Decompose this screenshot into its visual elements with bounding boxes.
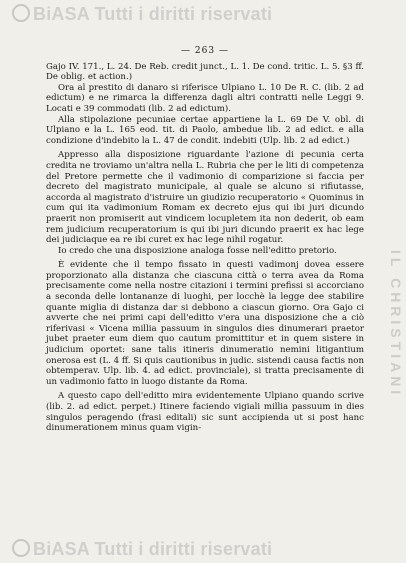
copyright-icon xyxy=(12,4,30,22)
document-text xyxy=(46,46,364,434)
paragraph-2: Ora al prestito di danaro si riferisce Ulpiano L. 10 De R. C. (lib. 2 ad edictum) e ne rimarca la differenza dagli altri contratti nelle Leggi 9. Locati e 39 commodati (lib. 2 ad edictum). xyxy=(46,82,364,114)
paragraph-5: Io credo che una disposizione analoga fosse nell'editto pretorio. xyxy=(58,245,337,256)
paragraph-7: A questo capo dell'editto mira evidentemente Ulpiano quando scrive (lib. 2. ad edict. perpet.) Itinere faciendo vigiali millia passuum in dies singulos peragendo (frasi editali) sic sunt accipienda ut si post hanc dinumerationem minus quam vigin- xyxy=(46,391,364,434)
paragraph-1: Gajo IV. 171., L. 24. De Reb. credit junct., L. 1. De cond. tritic. L. 5. §3 ff. De oblig. et action.) xyxy=(46,61,364,83)
side-stamp: IL CHRISTIANI xyxy=(388,250,404,399)
page-number: — 263 — xyxy=(181,46,229,56)
watermark-bottom: BiASA Tutti i diritti riservati xyxy=(12,539,272,560)
paragraph-6: È evidente che il tempo fissato in questi vadimonj dovea essere proporzionato alla distanza che ciascuna città o terra avea da Roma precisamente come nella nostre citazioni i termini prefissi si accorciano a seconda delle lontananze di luoghi, per locchè la legge dee stabilire quante miglia di distanza dar si debbono a ciascun giorno. Ora Gajo ci avverte che nei primi capi dell'editto v'era una disposizione che a ciò riferivasi « Vicena millia passuum in singulos dies dinumerari praetor jubet praeter eum diem quo cautum promittitur et in quem sistere in judicium oportet: sane talis itineris dinumeratio nemini litigantium onerosa est (L. 4 ff. Si quis cautionibus in judic. sistendi causa factis non obtemperav. Ulp. lib. 4. ad edict. provinciale), si tratta precisamente di un vadimonio fatto in luogo distante da Roma. xyxy=(46,260,364,387)
paragraph-4: Appresso alla disposizione riguardante l'azione di pecunia certa credita ne troviamo un'altra nella L. Rubria che per le liti di competenza del Pretore permette che il vadimonio di comparizione si faccia per decreto del magistrato municipale, al quale se alcuno si rifiutasse, accorda al magistrato d'istruire un giudizio recuperatorio « Quominus in cum qui ita vadimonium Romam ex decreto ejus qui ibi juri dicundo praerit non promiserit aut vindicem locupletem ita non dederit, ob eam rem judicium recuperatorium is qui ibi juri dicundo praerit ex hac lege dei judiciaque ea re ibi curet ex hac lege nihil rogatur. xyxy=(46,150,364,246)
paragraph-3: Alla stipolazione pecuniae certae appartiene la L. 69 De V. obl. di Ulpiano e la L. 165 eod. tit. di Paolo, ambedue lib. 2 ad edict. e alla condizione d'indebito la L. 47 de condit. indebiti (Ulp. lib. 2 ad edict.) xyxy=(46,114,364,146)
watermark-top: BiASA Tutti i diritti riservati xyxy=(12,4,272,25)
copyright-icon xyxy=(12,539,30,557)
